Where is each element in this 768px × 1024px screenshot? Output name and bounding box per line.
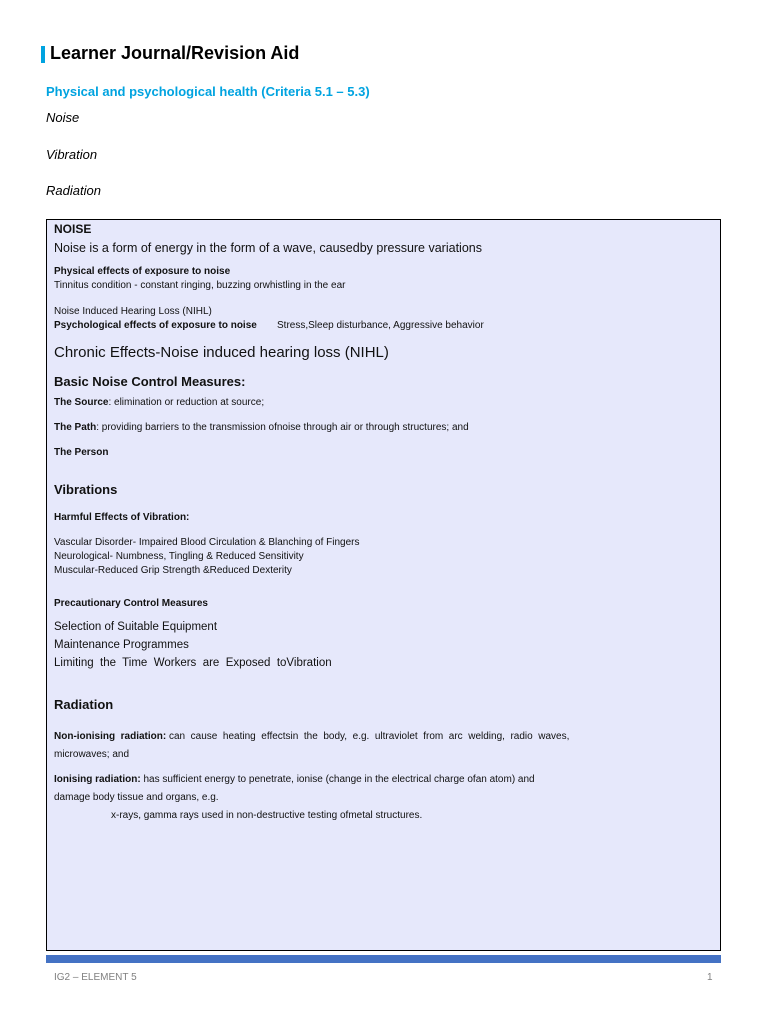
person-label: The Person	[54, 447, 109, 458]
nihl-text: Noise Induced Hearing Loss (NIHL)	[54, 306, 212, 317]
source-line	[54, 397, 264, 408]
path-text: : providing barriers to the transmission ofnoise through air or through structures; and	[96, 422, 469, 433]
notes-box	[46, 219, 721, 951]
ionising-label: Ionising radiation:	[54, 774, 141, 785]
psychological-effects-heading: Psychological effects of exposure to noise	[54, 320, 257, 331]
precaution-heading: Precautionary Control Measures	[54, 598, 208, 609]
precaution-item: Selection of Suitable Equipment	[54, 621, 218, 633]
precaution-item: Limiting the Time Workers are Exposed toVibration	[54, 657, 332, 669]
harmful-effects-heading: Harmful Effects of Vibration:	[54, 512, 190, 523]
noise-heading: NOISE	[54, 222, 92, 236]
harmful-item: Vascular Disorder- Impaired Blood Circulation & Blanching of Fingers	[54, 537, 360, 548]
source-text: : elimination or reduction at source;	[108, 397, 265, 408]
path-line	[54, 422, 469, 433]
page-number: 1	[707, 972, 713, 983]
vibrations-heading: Vibrations	[54, 482, 118, 497]
non-ionising-text-2: microwaves; and	[54, 749, 130, 760]
non-ionising-label: Non-ionising radiation:	[54, 731, 167, 742]
psychological-effects-text: Stress,Sleep disturbance, Aggressive behavior	[277, 320, 484, 331]
ionising-text-3: x-rays, gamma rays used in non-destructive testing ofmetal structures.	[111, 810, 423, 821]
topic-vibration: Vibration	[46, 147, 98, 162]
noise-intro: Noise is a form of energy in the form of a wave, causedby pressure variations	[54, 241, 482, 255]
harmful-item: Neurological- Numbness, Tingling & Reduced Sensitivity	[54, 551, 304, 562]
physical-effects-text: Tinnitus condition - constant ringing, buzzing orwhistling in the ear	[54, 280, 346, 291]
footer-label: IG2 – ELEMENT 5	[54, 972, 137, 983]
harmful-item: Muscular-Reduced Grip Strength &Reduced Dexterity	[54, 565, 292, 576]
chronic-effects: Chronic Effects-Noise induced hearing loss (NIHL)	[54, 344, 389, 361]
page-subtitle: Physical and psychological health (Criteria 5.1 – 5.3)	[46, 84, 370, 99]
title-accent-bar	[41, 46, 45, 63]
ionising-text-2: damage body tissue and organs, e.g.	[54, 792, 219, 803]
precaution-item: Maintenance Programmes	[54, 639, 189, 651]
page-title: Learner Journal/Revision Aid	[50, 43, 300, 63]
topic-radiation: Radiation	[46, 183, 101, 198]
topic-noise: Noise	[46, 110, 80, 125]
physical-effects-heading: Physical effects of exposure to noise	[54, 266, 231, 277]
non-ionising-line	[54, 731, 569, 742]
basic-control-heading: Basic Noise Control Measures:	[54, 374, 246, 389]
ionising-text: has sufficient energy to penetrate, ionise (change in the electrical charge ofan atom) and	[140, 774, 535, 785]
path-label: The Path	[54, 422, 97, 433]
radiation-heading: Radiation	[54, 697, 114, 712]
source-label: The Source	[54, 397, 109, 408]
footer-bar	[46, 955, 721, 963]
non-ionising-text: can cause heating effectsin the body, e.g. ultraviolet from arc welding, radio waves,	[166, 731, 570, 742]
ionising-line	[54, 774, 535, 785]
